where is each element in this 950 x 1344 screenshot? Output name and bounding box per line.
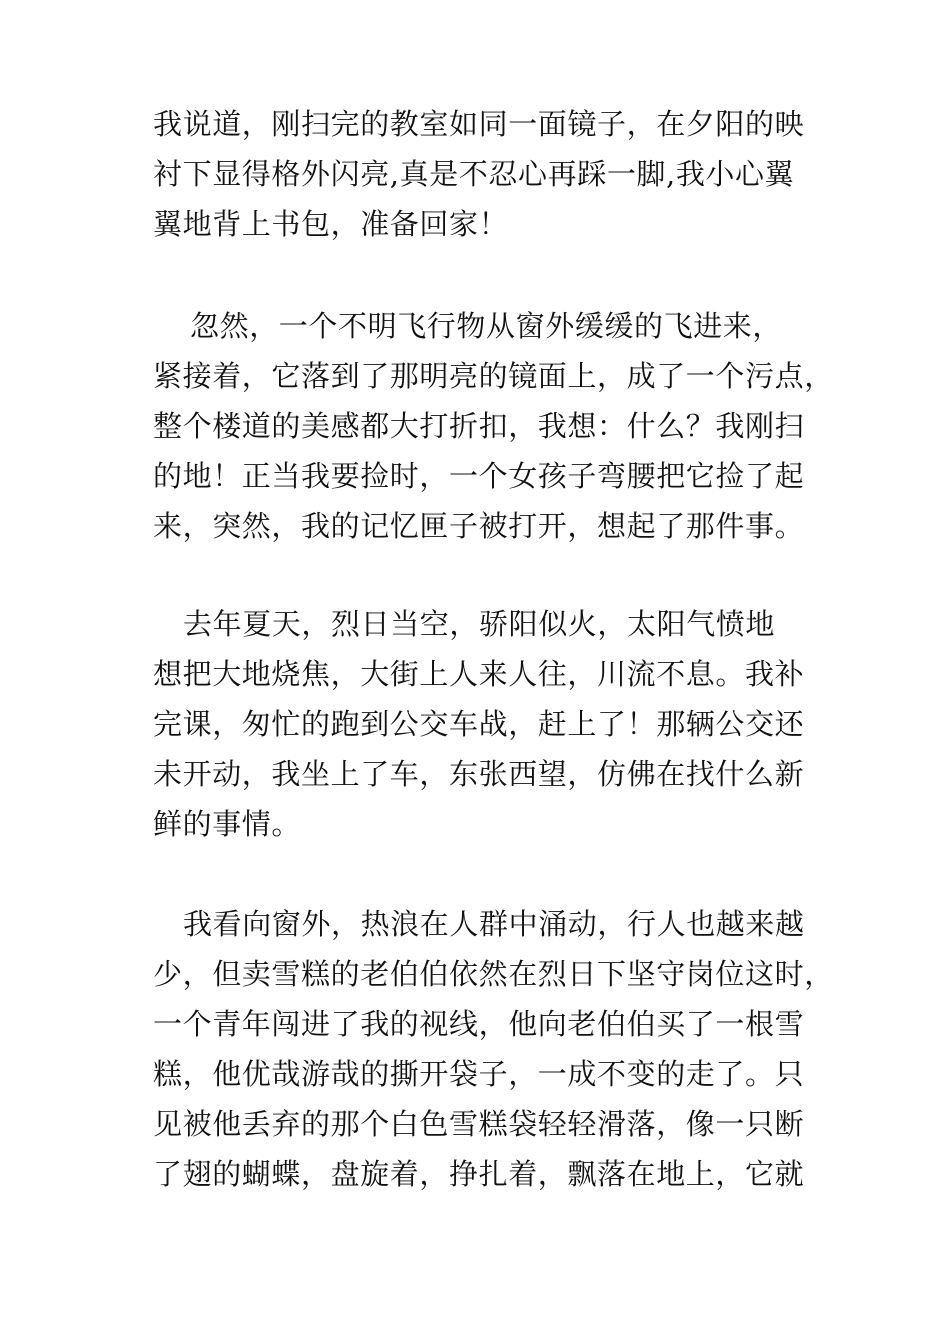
text-line: 想把大地烧焦，大街上人来人往，川流不息。我补 xyxy=(153,657,805,691)
text-line: 来，突然，我的记忆匣子被打开，想起了那件事。 xyxy=(153,509,805,543)
text-line: 未开动，我坐上了车，东张西望，仿佛在找什么新 xyxy=(153,757,805,791)
text-line: 去年夏天，烈日当空，骄阳似火，太阳气愤地 xyxy=(183,607,776,641)
text-line: 衬下显得格外闪亮,真是不忍心再踩一脚,我小心翼 xyxy=(153,157,795,191)
text-line: 完课，匆忙的跑到公交车战，赶上了！那辆公交还 xyxy=(153,707,805,741)
text-line: 我看向窗外，热浪在人群中涌动，行人也越来越 xyxy=(183,907,805,941)
text-line: 少，但卖雪糕的老伯伯依然在烈日下坚守岗位这时， xyxy=(153,957,834,991)
text-line: 糕，他优哉游哉的撕开袋子，一成不变的走了。只 xyxy=(153,1057,805,1091)
text-line: 忽然，一个不明飞行物从窗外缓缓的飞进来， xyxy=(190,309,783,343)
text-line: 鲜的事情。 xyxy=(153,807,302,841)
text-line: 见被他丢弃的那个白色雪糕袋轻轻滑落，像一只断 xyxy=(153,1107,805,1141)
text-line: 紧接着，它落到了那明亮的镜面上，成了一个污点， xyxy=(153,359,834,393)
text-line: 的地！正当我要捡时，一个女孩子弯腰把它捡了起 xyxy=(153,459,805,493)
text-line: 翼地背上书包，准备回家！ xyxy=(153,207,509,241)
text-line: 一个青年闯进了我的视线，他向老伯伯买了一根雪 xyxy=(153,1007,805,1041)
text-line: 我说道，刚扫完的教室如同一面镜子，在夕阳的映 xyxy=(153,107,805,141)
text-line: 整个楼道的美感都大打折扣，我想：什么？我刚扫 xyxy=(153,409,805,443)
text-line: 了翅的蝴蝶，盘旋着，挣扎着，飘落在地上，它就 xyxy=(153,1157,805,1191)
